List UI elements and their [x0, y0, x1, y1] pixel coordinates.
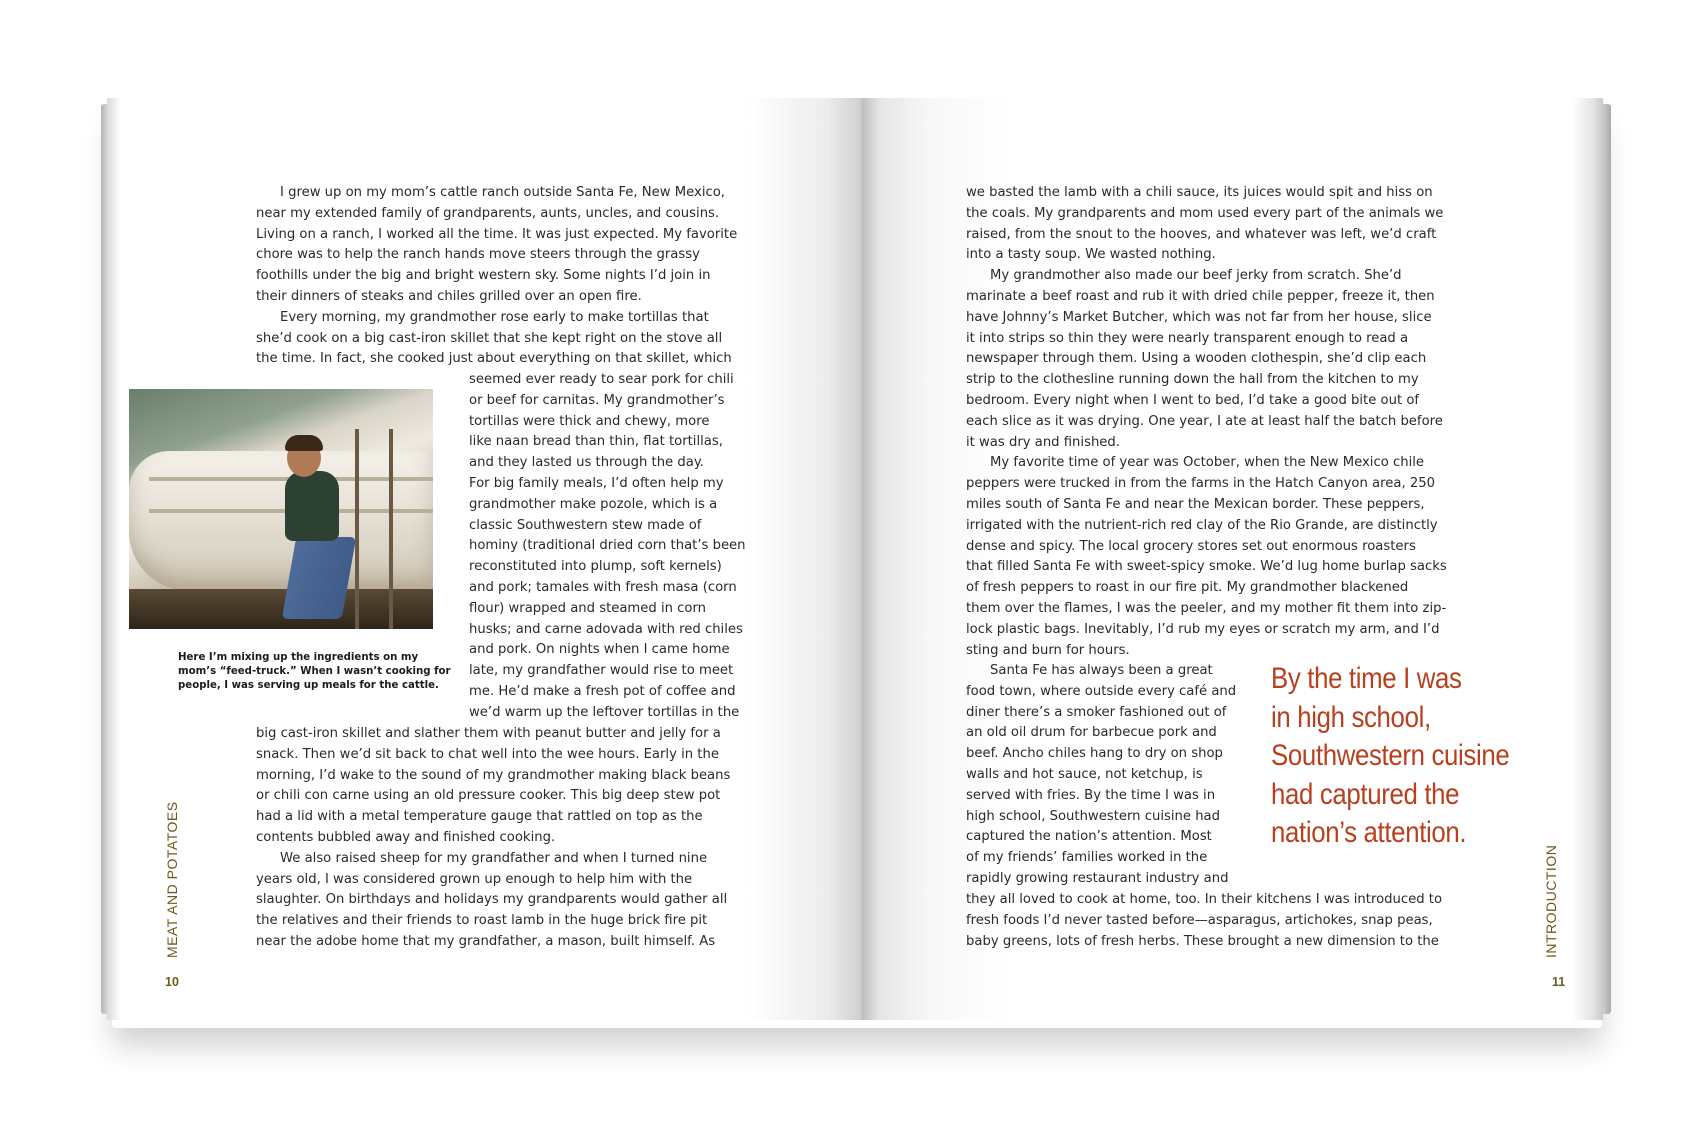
body-line: the coals. My grandparents and mom used every part of the animals we: [966, 205, 1444, 221]
body-line: of fresh peppers to roast in our fire pit. My grandmother blackened: [966, 580, 1409, 596]
pull-quote-line: nation’s attention.: [1271, 816, 1467, 850]
body-line: diner there’s a smoker fashioned out of: [966, 704, 1227, 720]
left-body-top: [256, 183, 776, 370]
pull-quote: [1271, 660, 1551, 853]
body-line: or beef for carnitas. My grandmother’s: [469, 392, 725, 408]
body-line: flour) wrapped and steamed in corn: [469, 600, 707, 616]
left-body-bottom: [256, 724, 776, 953]
body-line: late, my grandfather would rise to meet: [469, 663, 734, 679]
body-line: For big family meals, I’d often help my: [469, 475, 724, 491]
left-body-wrap: [469, 370, 769, 724]
body-line: that filled Santa Fe with sweet-spicy smoke. We’d lug home burlap sacks: [966, 559, 1447, 575]
body-line: foothills under the big and bright western sky. Some nights I’d join in: [256, 268, 711, 284]
body-line: bedroom. Every night when I went to bed, I’d take a good bite out of: [966, 392, 1420, 408]
body-line: We also raised sheep for my grandfather and when I turned nine: [280, 850, 708, 866]
body-line: rapidly growing restaurant industry and: [966, 870, 1229, 886]
body-line: contents bubbled away and finished cooking.: [256, 829, 556, 845]
body-line: snack. Then we’d sit back to chat well into the wee hours. Early in the: [256, 746, 719, 762]
photo-ladder: [355, 429, 393, 629]
right-body-bottom: [966, 890, 1526, 952]
body-line: sting and burn for hours.: [966, 642, 1130, 658]
body-line: Living on a ranch, I worked all the time. It was just expected. My favorite: [256, 226, 738, 242]
body-line: and they lasted us through the day.: [469, 455, 704, 471]
body-line: their dinners of steaks and chiles grilled over an open fire.: [256, 288, 642, 304]
body-line: tortillas were thick and chewy, more: [469, 413, 710, 429]
body-line: of my friends’ families worked in the: [966, 850, 1208, 866]
left-page: [107, 98, 862, 1020]
body-line: she’d cook on a big cast-iron skillet that she kept right on the stove all: [256, 330, 723, 346]
caption-line: Here I’m mixing up the ingredients on my: [178, 652, 419, 663]
body-line: near my extended family of grandparents, aunts, uncles, and cousins.: [256, 205, 720, 221]
body-line: My grandmother also made our beef jerky from scratch. She’d: [990, 268, 1402, 284]
body-line: it into strips so thin they were nearly transparent enough to read a: [966, 330, 1409, 346]
body-line: hominy (traditional dried corn that’s been: [469, 538, 746, 554]
photo-person-torso: [285, 471, 339, 541]
body-line: I grew up on my mom’s cattle ranch outside Santa Fe, New Mexico,: [280, 185, 725, 200]
pull-quote-line: in high school,: [1271, 700, 1431, 734]
body-line: newspaper through them. Using a wooden clothespin, she’d clip each: [966, 351, 1427, 367]
body-line: lock plastic bags. Inevitably, I’d rub my eyes or scratch my arm, and I’d: [966, 621, 1440, 637]
body-line: strip to the clothesline running down the hall from the kitchen to my: [966, 372, 1419, 388]
caption-line: mom’s “feed-truck.” When I wasn’t cooking for: [178, 666, 451, 678]
body-line: beef. Ancho chiles hang to dry on shop: [966, 746, 1223, 762]
page-number-left: 10: [165, 975, 179, 989]
pull-quote-line: had captured the: [1271, 777, 1460, 811]
caption-line: people, I was serving up meals for the cattle.: [178, 680, 439, 692]
body-line: each slice as it was drying. One year, I ate at least half the batch before: [966, 413, 1443, 429]
body-line: irrigated with the nutrient-rich red clay of the Rio Grande, are distinctly: [966, 517, 1438, 533]
body-line: marinate a beef roast and rub it with dried chile pepper, freeze it, then: [966, 288, 1435, 304]
right-body-wrap: [966, 661, 1256, 890]
right-body-top: [966, 183, 1526, 661]
body-line: classic Southwestern stew made of: [469, 517, 702, 533]
body-line: baby greens, lots of fresh herbs. These brought a new dimension to the: [966, 933, 1439, 949]
body-line: we’d warm up the leftover tortillas in the: [469, 704, 740, 720]
body-line: had a lid with a metal temperature gauge that rattled on top as the: [256, 809, 703, 825]
body-line: chore was to help the ranch hands move steers through the grassy: [256, 247, 700, 263]
right-page: [862, 98, 1603, 1020]
body-line: served with fries. By the time I was in: [966, 787, 1216, 803]
body-line: Santa Fe has always been a great: [990, 663, 1213, 678]
body-line: husks; and carne adovada with red chiles: [469, 621, 743, 637]
body-line: them over the flames, I was the peeler, and my mother fit them into zip-: [966, 600, 1447, 616]
body-line: morning, I’d wake to the sound of my grandmother making black beans: [256, 767, 731, 783]
page-number-right: 11: [1552, 975, 1566, 989]
ranch-feed-truck-photo: [129, 389, 433, 629]
body-line: food town, where outside every café and: [966, 683, 1237, 699]
body-line: an old oil drum for barbecue pork and: [966, 725, 1217, 741]
body-line: reconstituted into plump, soft kernels): [469, 559, 722, 575]
body-line: we basted the lamb with a chili sauce, its juices would spit and hiss on: [966, 185, 1433, 200]
body-line: the relatives and their friends to roast lamb in the huge brick fire pit: [256, 913, 708, 929]
pull-quote-line: Southwestern cuisine: [1271, 739, 1510, 773]
body-line: me. He’d make a fresh pot of coffee and: [469, 683, 736, 699]
body-line: captured the nation’s attention. Most: [966, 829, 1212, 845]
body-line: walls and hot sauce, not ketchup, is: [966, 766, 1203, 782]
body-line: Every morning, my grandmother rose early to make tortillas that: [280, 309, 709, 325]
running-head-left: MEAT AND POTATOES: [164, 801, 180, 958]
body-line: into a tasty soup. We wasted nothing.: [966, 247, 1216, 263]
body-line: it was dry and finished.: [966, 434, 1120, 450]
body-line: they all loved to cook at home, too. In their kitchens I was introduced to: [966, 892, 1443, 907]
body-line: years old, I was considered grown up enough to help him with the: [256, 871, 693, 887]
body-line: the time. In fact, she cooked just about everything on that skillet, which: [256, 351, 732, 367]
body-line: have Johnny’s Market Butcher, which was not far from her house, slice: [966, 309, 1432, 325]
body-line: or chili con carne using an old pressure cooker. This big deep stew pot: [256, 788, 721, 804]
open-book: [107, 98, 1603, 1020]
body-line: raised, from the snout to the hooves, and whatever was left, we’d craft: [966, 226, 1437, 242]
body-line: high school, Southwestern cuisine had: [966, 808, 1221, 824]
body-line: grandmother make pozole, which is a: [469, 496, 718, 512]
photo-person-hair: [285, 435, 323, 451]
body-line: and pork; tamales with fresh masa (corn: [469, 579, 737, 595]
running-head-right: INTRODUCTION: [1543, 844, 1559, 958]
body-line: dense and spicy. The local grocery stores set out enormous roasters: [966, 538, 1416, 554]
body-line: My favorite time of year was October, when the New Mexico chile: [990, 455, 1425, 471]
pull-quote-line: By the time I was: [1271, 662, 1462, 695]
body-line: peppers were trucked in from the farms in the Hatch Canyon area, 250: [966, 476, 1436, 492]
photo-caption: [178, 651, 451, 694]
body-line: slaughter. On birthdays and holidays my grandparents would gather all: [256, 892, 728, 908]
body-line: and pork. On nights when I came home: [469, 642, 730, 658]
body-line: miles south of Santa Fe and near the Mexican border. These peppers,: [966, 496, 1425, 512]
body-line: fresh foods I’d never tasted before—asparagus, artichokes, snap peas,: [966, 912, 1433, 928]
body-line: like naan bread than thin, flat tortillas,: [469, 434, 723, 450]
body-line: big cast-iron skillet and slather them with peanut butter and jelly for a: [256, 726, 721, 741]
body-line: near the adobe home that my grandfather, a mason, built himself. As: [256, 933, 716, 949]
body-line: seemed ever ready to sear pork for chili: [469, 372, 734, 387]
